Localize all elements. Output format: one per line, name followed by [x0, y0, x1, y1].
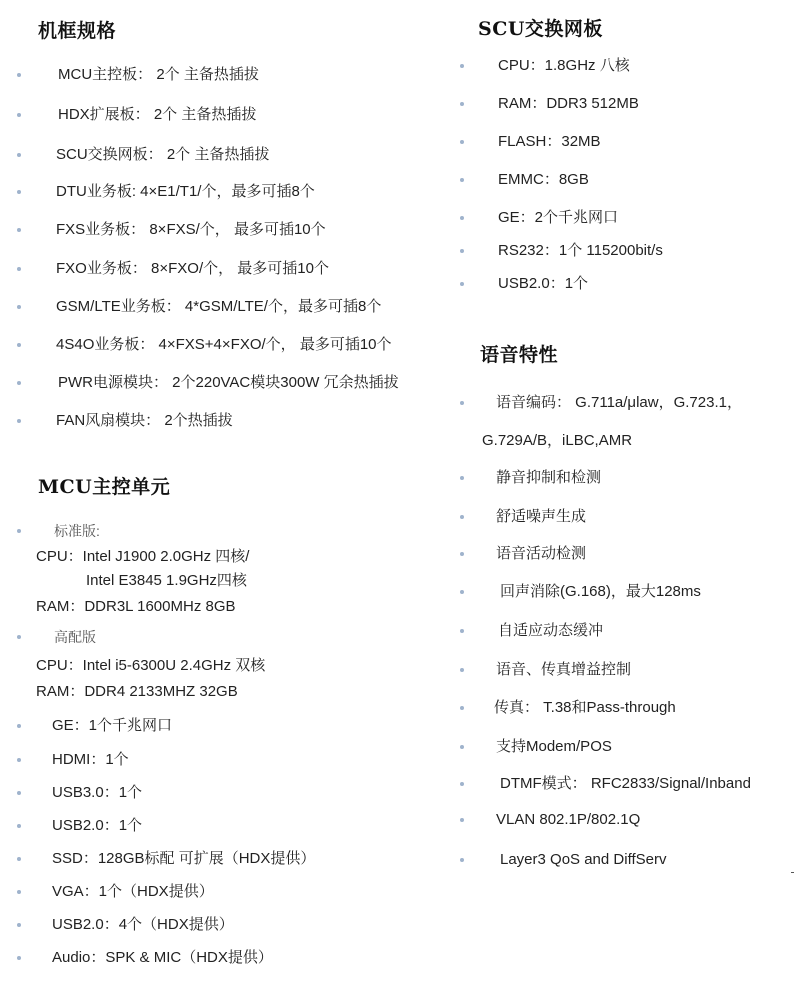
voice-item-modem: 支持Modem/POS	[496, 738, 612, 755]
bullet-icon	[460, 249, 464, 253]
scu-item-usb2: USB2.0：1个	[498, 275, 589, 292]
bullet-icon	[460, 216, 464, 220]
edge-mark	[791, 872, 794, 873]
scu-item-cpu: CPU：1.8GHz 八核	[498, 57, 630, 74]
mcu-item-usb2: USB2.0：1个	[52, 817, 143, 834]
bullet-icon	[17, 956, 21, 960]
bullet-icon	[17, 890, 21, 894]
voice-item-qos: Layer3 QoS and DiffServ	[500, 851, 667, 868]
voice-item-comfort-noise: 舒适噪声生成	[496, 508, 587, 525]
bullet-icon	[460, 102, 464, 106]
mcu-item-usb2-hdx: USB2.0：4个（HDX提供）	[52, 916, 234, 933]
bullet-icon	[17, 824, 21, 828]
voice-item-dtmf: DTMF模式： RFC2833/Signal/Inband	[500, 775, 751, 792]
bullet-icon	[17, 419, 21, 423]
bullet-icon	[460, 552, 464, 556]
voice-item-fax: 传真： T.38和Pass-through	[494, 699, 676, 716]
bullet-icon	[17, 228, 21, 232]
mcu-standard-label: 标准版:	[54, 523, 100, 539]
bullet-icon	[17, 153, 21, 157]
chassis-item-pwr: PWR电源模块： 2个220VAC模块300W 冗余热插拔	[58, 374, 399, 391]
chassis-heading: 机框规格	[38, 20, 117, 42]
bullet-icon	[17, 190, 21, 194]
bullet-icon	[460, 178, 464, 182]
scu-heading: SCU交换网板	[478, 18, 603, 40]
bullet-icon	[460, 706, 464, 710]
chassis-item-fxo: FXO业务板： 8×FXO/个， 最多可插10个	[56, 260, 329, 277]
bullet-icon	[460, 782, 464, 786]
voice-item-vad: 语音活动检测	[496, 545, 587, 562]
bullet-icon	[460, 858, 464, 862]
chassis-item-fan: FAN风扇模块： 2个热插拔	[56, 412, 233, 429]
bullet-icon	[460, 282, 464, 286]
bullet-icon	[17, 724, 21, 728]
bullet-icon	[460, 629, 464, 633]
voice-heading: 语音特性	[480, 344, 559, 366]
chassis-item-mcu: MCU主控板： 2个 主备热插拔	[58, 66, 259, 83]
chassis-item-gsm: GSM/LTE业务板： 4*GSM/LTE/个，最多可插8个	[56, 298, 382, 315]
bullet-icon	[17, 857, 21, 861]
bullet-icon	[17, 73, 21, 77]
bullet-icon	[17, 791, 21, 795]
mcu-high-cpu: CPU：Intel i5-6300U 2.4GHz 双核	[36, 657, 266, 674]
voice-item-silence: 静音抑制和检测	[496, 469, 602, 486]
chassis-item-dtu: DTU业务板: 4×E1/T1/个，最多可插8个	[56, 183, 315, 200]
scu-item-emmc: EMMC：8GB	[498, 171, 589, 188]
bullet-icon	[460, 401, 464, 405]
voice-item-echo: 回声消除(G.168)，最大128ms	[500, 583, 701, 600]
bullet-icon	[17, 923, 21, 927]
bullet-icon	[17, 635, 21, 639]
bullet-icon	[460, 745, 464, 749]
bullet-icon	[17, 758, 21, 762]
mcu-item-audio: Audio：SPK & MIC（HDX提供）	[52, 949, 273, 966]
chassis-item-scu: SCU交换网板： 2个 主备热插拔	[56, 146, 270, 163]
mcu-item-usb3: USB3.0：1个	[52, 784, 143, 801]
mcu-heading: MCU主控单元	[38, 476, 171, 498]
scu-item-ge: GE：2个千兆网口	[498, 209, 619, 226]
scu-item-flash: FLASH：32MB	[498, 133, 601, 150]
mcu-item-ssd: SSD：128GB标配 可扩展（HDX提供）	[52, 850, 316, 867]
mcu-item-hdmi: HDMI：1个	[52, 751, 129, 768]
bullet-icon	[460, 476, 464, 480]
scu-item-rs232: RS232：1个 115200bit/s	[498, 242, 663, 259]
voice-item-vlan: VLAN 802.1P/802.1Q	[496, 811, 641, 828]
bullet-icon	[460, 140, 464, 144]
mcu-high-label: 高配版	[54, 629, 96, 645]
bullet-icon	[460, 668, 464, 672]
mcu-high-ram: RAM：DDR4 2133MHZ 32GB	[36, 683, 238, 700]
scu-item-ram: RAM：DDR3 512MB	[498, 95, 639, 112]
bullet-icon	[17, 305, 21, 309]
voice-item-gain: 语音、传真增益控制	[496, 661, 632, 678]
mcu-item-ge: GE：1个千兆网口	[52, 717, 173, 734]
mcu-standard-ram: RAM：DDR3L 1600MHz 8GB	[36, 598, 236, 615]
bullet-icon	[460, 590, 464, 594]
mcu-item-vga: VGA：1个（HDX提供）	[52, 883, 214, 900]
bullet-icon	[460, 515, 464, 519]
bullet-icon	[17, 267, 21, 271]
mcu-standard-cpu-alt: Intel E3845 1.9GHz四核	[86, 572, 247, 589]
bullet-icon	[17, 343, 21, 347]
bullet-icon	[460, 64, 464, 68]
chassis-item-hdx: HDX扩展板： 2个 主备热插拔	[58, 106, 257, 123]
mcu-standard-cpu: CPU：Intel J1900 2.0GHz 四核/	[36, 548, 250, 565]
bullet-icon	[17, 529, 21, 533]
bullet-icon	[460, 818, 464, 822]
bullet-icon	[17, 113, 21, 117]
voice-item-jitter: 自适应动态缓冲	[498, 622, 604, 639]
voice-codec: 语音编码： G.711a/μlaw，G.723.1，	[496, 394, 742, 411]
chassis-item-4s4o: 4S4O业务板： 4×FXS+4×FXO/个， 最多可插10个	[56, 336, 392, 353]
voice-codec-continued: G.729A/B，iLBC,AMR	[482, 432, 633, 449]
bullet-icon	[17, 381, 21, 385]
chassis-item-fxs: FXS业务板： 8×FXS/个， 最多可插10个	[56, 221, 326, 238]
